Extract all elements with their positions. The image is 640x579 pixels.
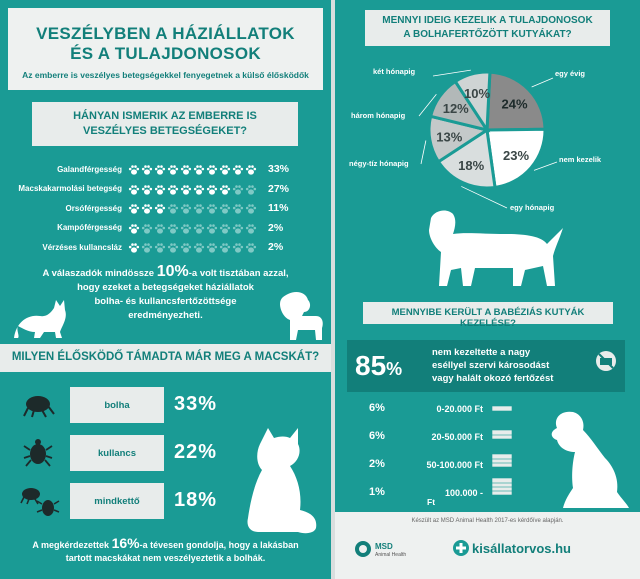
no-money-icon: [595, 350, 617, 372]
footnote: Készült az MSD Animal Health 2017-es kérdőíve alapján.: [411, 518, 564, 524]
paw-icon: [180, 163, 192, 175]
flea-and-tick-icon: [18, 484, 62, 520]
paw-icon: [167, 241, 179, 253]
cost-range: 50-100.000 Ft: [426, 460, 483, 470]
cost-percent: 1%: [369, 486, 385, 498]
highlight-percent-sign: %: [386, 359, 403, 379]
paw-icon: [219, 202, 231, 214]
disease-row: [0, 202, 331, 214]
money-stack-icon: [491, 426, 513, 440]
cost-range: 100.000 -: [444, 488, 483, 498]
page-title-line1: VESZÉLYBEN A HÁZIÁLLATOK: [36, 24, 295, 43]
paw-icon: [232, 183, 244, 195]
pie-category-label: két hónapig: [373, 67, 416, 76]
paw-icon: [128, 241, 140, 253]
paw-icon: [141, 241, 153, 253]
disease-percent: 11%: [268, 202, 289, 214]
paw-icon: [180, 202, 192, 214]
header-card: [8, 8, 323, 90]
paw-icon: [245, 163, 257, 175]
highlight-text-line3: vagy halált okozó fertőzést: [432, 373, 554, 384]
vet-cross-icon: [453, 540, 469, 556]
paw-icon: [206, 163, 218, 175]
paw-icon: [180, 183, 192, 195]
note1-line3: bolha- és kullancsfertőzöttsége: [94, 296, 237, 307]
parasite-percent: 18%: [174, 489, 218, 511]
paw-icon: [154, 163, 166, 175]
parasite-label: bolha: [104, 399, 130, 411]
parasite-label-box: [70, 483, 164, 519]
note2-post: -a tévesen gondolja, hogy a lakásban: [139, 540, 299, 550]
pie-value-label: 12%: [442, 100, 469, 116]
money-stack-icon: [491, 402, 513, 412]
dachshund-silhouette-icon: [425, 208, 565, 288]
question2-text: MILYEN ÉLŐSKÖDŐ TÁMADTA MÁR MEG A MACSKÁT?: [11, 351, 320, 363]
paw-icon: [193, 163, 205, 175]
paw-icon: [193, 241, 205, 253]
disease-name: Kampóférgesség: [57, 223, 122, 232]
paw-icon: [232, 202, 244, 214]
paw-icon: [232, 163, 244, 175]
question1-line1: HÁNYAN ISMERIK AZ EMBERRE IS: [73, 110, 257, 122]
paw-icon: [141, 222, 153, 234]
pie-category-label: három hónapig: [351, 111, 406, 120]
cost-percent: 6%: [369, 402, 385, 414]
pie-leader-line: [532, 78, 553, 87]
disease-name: Macskakarmolási betegség: [18, 184, 122, 193]
paw-icon: [245, 222, 257, 234]
paw-icon: [128, 222, 140, 234]
note1-post: -a volt tisztában azzal,: [188, 268, 289, 279]
dog-sitting-silhouette-icon: [547, 408, 635, 510]
parasite-percent: 33%: [174, 393, 218, 415]
paw-icon: [154, 202, 166, 214]
disease-percent: 27%: [268, 182, 290, 195]
paw-icon: [232, 222, 244, 234]
parasite-label: mindkettő: [94, 495, 140, 507]
pie-value-label: 13%: [436, 129, 463, 145]
page-title-line2: ÉS A TULAJDONOSOK: [70, 44, 261, 63]
pie-category-label: egy hónapig: [510, 203, 555, 212]
paw-icon: [128, 183, 140, 195]
parasite-label-box: [70, 387, 164, 423]
treatment-duration-pie-chart: [335, 50, 640, 220]
paw-icons: [128, 241, 258, 253]
cat-silhouette-icon: [10, 292, 74, 340]
note1-pre: A válaszadók mindössze: [42, 268, 155, 279]
highlight-box: [347, 340, 625, 392]
parasite-label: kullancs: [97, 447, 137, 459]
cost-percent: 2%: [369, 458, 385, 470]
cost-range: 0-20.000 Ft: [436, 404, 483, 414]
paw-icon: [193, 202, 205, 214]
note1-line4: eredményezheti.: [128, 310, 203, 321]
highlight-text-line1: nem kezeltette a nagy: [432, 347, 531, 358]
highlight-percent: [355, 350, 402, 382]
paw-icon: [154, 222, 166, 234]
puppy-silhouette-icon: [268, 290, 326, 342]
paw-icon: [154, 241, 166, 253]
paw-icon: [245, 183, 257, 195]
flea-icon: [20, 392, 56, 418]
disease-row: [0, 222, 331, 234]
paw-icon: [128, 202, 140, 214]
parasite-label-box: [70, 435, 164, 471]
pie-value-label: 10%: [463, 86, 491, 102]
right-panel: [335, 0, 640, 579]
money-stack-icon: [491, 474, 513, 496]
paw-icon: [154, 183, 166, 195]
msd-logo-icon: [353, 540, 373, 558]
pie-category-label: egy évig: [555, 69, 586, 78]
paw-icon: [141, 183, 153, 195]
pie-leader-line: [461, 186, 507, 208]
parasite-percent: 22%: [174, 441, 218, 463]
question1-line2: VESZÉLYES BETEGSÉGEKET?: [82, 125, 248, 137]
cost-range: 20-50.000 Ft: [431, 432, 483, 442]
paw-icon: [219, 222, 231, 234]
footer: [335, 512, 640, 579]
paw-icon: [167, 222, 179, 234]
tick-icon: [22, 436, 54, 468]
highlight-text: [432, 346, 553, 385]
note1-highlight: 10%: [156, 263, 189, 280]
disease-name: Orsóférgesség: [65, 203, 122, 213]
note1-line2: hogy ezeket a betegségeket háziállatok: [77, 282, 254, 293]
cost-range-unit: Ft: [427, 497, 436, 507]
paw-icon: [219, 241, 231, 253]
pie-leader-line: [421, 140, 426, 164]
disease-row: [0, 183, 331, 195]
highlight-percent-value: 85: [355, 350, 387, 381]
paw-icons: [128, 183, 258, 195]
paw-icon: [167, 183, 179, 195]
paw-icon: [141, 163, 153, 175]
cat-large-silhouette-icon: [228, 424, 320, 536]
question4-box: [363, 302, 613, 329]
note2-line2: tartott macskákat nem veszélyeztetik a bolhák.: [65, 553, 266, 563]
disease-name: Galandférgesség: [57, 164, 122, 174]
disease-percent: 2%: [268, 241, 284, 253]
paw-icon: [245, 241, 257, 253]
pie-value-label: 24%: [501, 96, 528, 112]
disease-percent: 2%: [268, 221, 284, 234]
money-stack-icon: [491, 450, 513, 468]
pie-value-label: 23%: [503, 147, 530, 163]
paw-icon: [245, 202, 257, 214]
paw-icon: [193, 222, 205, 234]
paw-icon: [219, 183, 231, 195]
note2-highlight: 16%: [111, 535, 140, 551]
page-subtitle: Az emberre is veszélyes betegségekkel fenyegetnek a külső élősködők: [22, 70, 309, 80]
paw-icon: [206, 241, 218, 253]
paw-icon: [180, 241, 192, 253]
paw-icons: [128, 222, 258, 234]
disease-row: [0, 241, 331, 253]
note2: [0, 537, 331, 565]
paw-icons: [128, 163, 258, 175]
question3-line2: A BOLHAFERTŐZÖTT KUTYÁKAT?: [403, 29, 572, 40]
pie-value-label: 18%: [458, 157, 485, 173]
question3-box: [365, 10, 610, 46]
pie-leader-line: [534, 162, 557, 170]
disease-name: Vérzéses kullancsláz: [42, 242, 122, 252]
question3-line1: MENNYI IDEIG KEZELIK A TULAJDONOSOK: [382, 15, 593, 26]
highlight-text-line2: eséllyel szervi károsodást: [432, 360, 550, 371]
paw-icon: [219, 163, 231, 175]
paw-icon: [141, 202, 153, 214]
cost-percent: 6%: [369, 430, 385, 442]
paw-icon: [167, 202, 179, 214]
paw-icon: [232, 241, 244, 253]
pie-category-label: négy-tíz hónapig: [349, 159, 409, 168]
site-logo[interactable]: kisállatorvos.hu: [472, 541, 571, 556]
paw-icon: [206, 183, 218, 195]
paw-icon: [206, 202, 218, 214]
pie-category-label: nem kezelik: [559, 155, 602, 164]
disease-percent: 33%: [268, 163, 290, 175]
msd-logo-subtext: Animal Health: [375, 552, 407, 558]
paw-icon: [128, 163, 140, 175]
paw-icon: [193, 183, 205, 195]
note2-pre: A megkérdezettek: [32, 540, 110, 550]
question4-text: MENNYIBE KERÜLT A BABÉZIÁS KUTYÁK KEZELÉSE?: [391, 307, 585, 329]
paw-icon: [167, 163, 179, 175]
paw-icon: [206, 222, 218, 234]
question1-box: [32, 102, 298, 146]
question2-bar: [0, 344, 331, 372]
msd-logo-text: MSD: [375, 542, 393, 551]
disease-row: [0, 163, 331, 175]
paw-icon: [180, 222, 192, 234]
paw-icons: [128, 202, 258, 214]
